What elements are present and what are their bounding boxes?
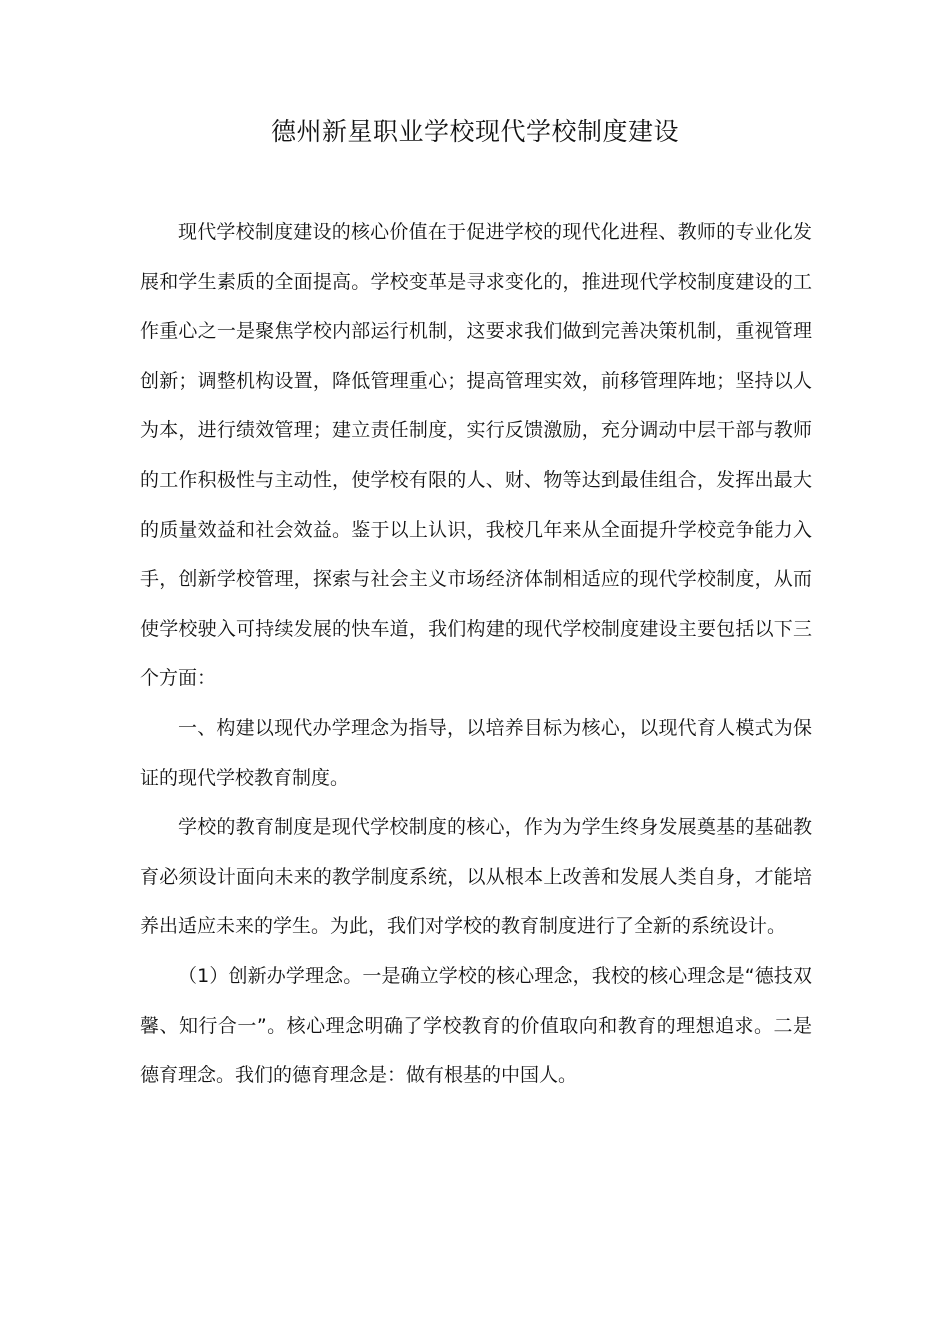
body-paragraph: 现代学校制度建设的核心价值在于促进学校的现代化进程、教师的专业化发展和学生素质的全面提高。学校变革是寻求变化的，推进现代学校制度建设的工作重心之一是聚焦学校内部运行机制，这要求我们做到完善决策机制，重视管理创新；调整机构设置，降低管理重心；提高管理实效，前移管理阵地；坚持以人为本，进行绩效管理；建立责任制度，实行反馈激励，充分调动中层干部与教师的工作积极性与主动性，使学校有限的人、财、物等达到最佳组合，发挥出最大的质量效益和社会效益。鉴于以上认识，我校几年来从全面提升学校竞争能力入手，创新学校管理，探索与社会主义市场经济体制相适应的现代学校制度，从而使学校驶入可持续发展的快车道，我们构建的现代学校制度建设主要包括以下三个方面： bbox=[140, 221, 812, 690]
body-paragraph: 学校的教育制度是现代学校制度的核心，作为为学生终身发展奠基的基础教育必须设计面向未来的教学制度系统，以从根本上改善和发展人类自身，才能培养出适应未来的学生。为此，我们对学校的教育制度进行了全新的系统设计。 bbox=[140, 816, 812, 938]
body-paragraph: （1）创新办学理念。一是确立学校的核心理念，我校的核心理念是“德技双馨、知行合一”。核心理念明确了学校教育的价值取向和教育的理想追求。二是德育理念。我们的德育理念是：做有根基的中国人。 bbox=[140, 964, 812, 1087]
document-title: 德州新星职业学校现代学校制度建设 bbox=[270, 117, 679, 146]
document-body bbox=[140, 208, 812, 1101]
body-paragraph: 一、构建以现代办学理念为指导，以培养目标为核心，以现代育人模式为保证的现代学校教育制度。 bbox=[140, 716, 812, 789]
